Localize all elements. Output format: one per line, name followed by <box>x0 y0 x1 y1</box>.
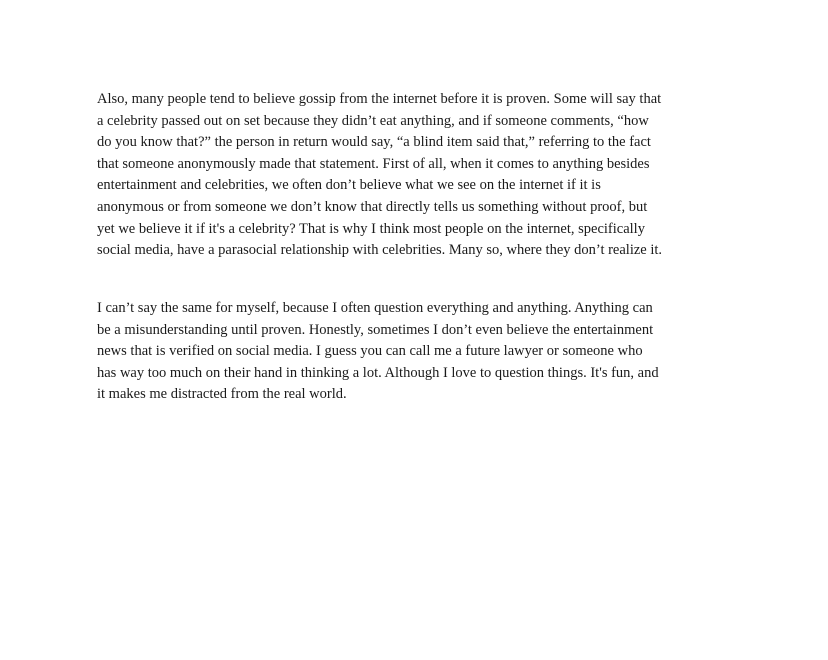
paragraph-line: be a misunderstanding until proven. Honestly, sometimes I don’t even believe the entertainment <box>97 321 654 338</box>
paragraph-line: anonymous or from someone we don’t know that directly tells us something without proof, but <box>97 198 648 215</box>
paragraph-line: yet we believe it if it's a celebrity? That is why I think most people on the internet, specifically <box>97 220 645 237</box>
paragraph-line: social media, have a parasocial relationship with celebrities. Many so, where they don’t realize it. <box>97 242 663 259</box>
paragraph-line: a celebrity passed out on set because they didn’t eat anything, and if someone comments, “how <box>97 112 649 129</box>
paragraph-line: has way too much on their hand in thinking a lot. Although I love to question things. It's fun, and <box>97 364 659 381</box>
paragraph-line: it makes me distracted from the real world. <box>97 386 347 403</box>
paragraph-line: news that is verified on social media. I guess you can call me a future lawyer or someone who <box>97 343 643 360</box>
paragraph-line: entertainment and celebrities, we often don’t believe what we see on the internet if it is <box>97 177 601 194</box>
paragraph-line: I can’t say the same for myself, because I often question everything and anything. Anything can <box>97 300 653 316</box>
paragraph-line: that someone anonymously made that statement. First of all, when it comes to anything besides <box>97 155 650 172</box>
paragraph-line: Also, many people tend to believe gossip from the internet before it is proven. Some will say that <box>97 91 662 107</box>
paragraph-1 <box>97 89 737 262</box>
paragraph-2 <box>97 298 737 406</box>
paragraph-line: do you know that?” the person in return would say, “a blind item said that,” referring to the fact <box>97 134 651 151</box>
